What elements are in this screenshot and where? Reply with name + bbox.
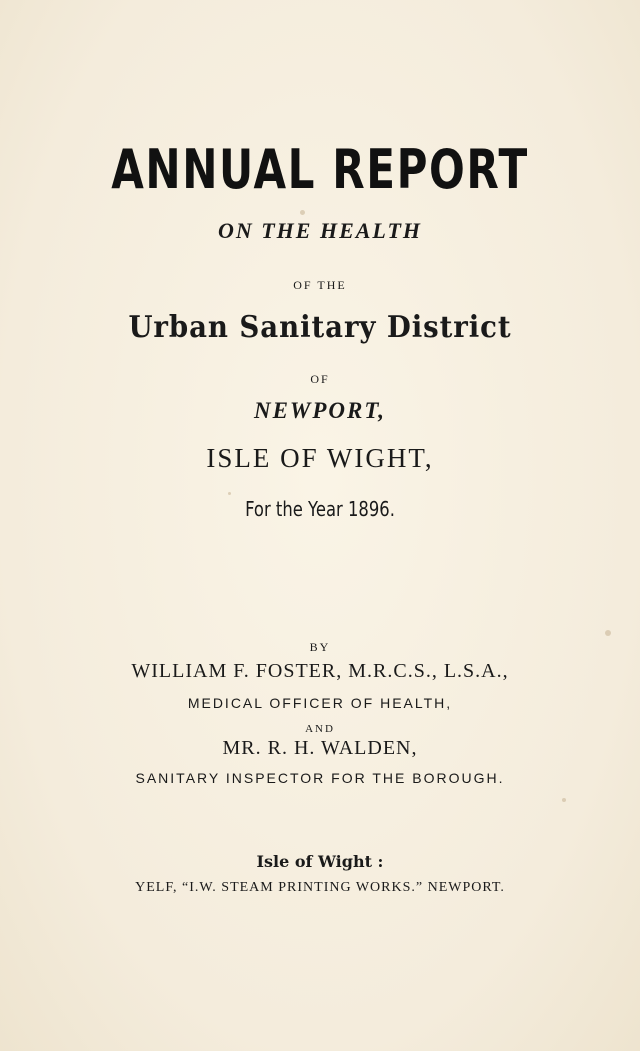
report-year: For the Year 1896. bbox=[245, 497, 395, 521]
report-subtitle: ON THE HEALTH bbox=[217, 218, 423, 243]
foxing-spot bbox=[228, 492, 231, 495]
report-title: ANNUAL REPORT bbox=[111, 138, 529, 201]
inspector-role: SANITARY INSPECTOR FOR THE BOROUGH. bbox=[135, 770, 505, 786]
district-name: Urban Sanitary District bbox=[128, 310, 512, 345]
of-text: OF bbox=[310, 372, 330, 386]
town-name: NEWPORT, bbox=[253, 398, 387, 423]
foxing-spot bbox=[562, 798, 566, 802]
author-name: WILLIAM F. FOSTER, M.R.C.S., L.S.A., bbox=[131, 660, 509, 682]
foxing-spot bbox=[300, 210, 305, 215]
island-name: ISLE OF WIGHT, bbox=[206, 443, 434, 473]
of-the-text: OF THE bbox=[293, 278, 347, 292]
author-role: MEDICAL OFFICER OF HEALTH, bbox=[187, 695, 453, 711]
foxing-spot bbox=[605, 630, 611, 636]
by-text: BY bbox=[309, 640, 331, 654]
publication-place: Isle of Wight : bbox=[256, 852, 384, 871]
and-text: AND bbox=[305, 723, 335, 735]
inspector-name: MR. R. H. WALDEN, bbox=[222, 737, 418, 759]
printer-imprint: YELF, “I.W. STEAM PRINTING WORKS.” NEWPORT. bbox=[135, 880, 505, 895]
